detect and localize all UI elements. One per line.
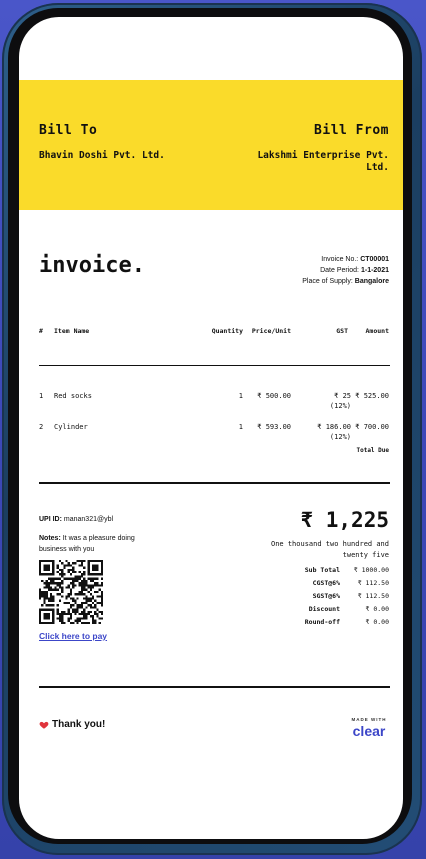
- row-gst: [317, 422, 351, 442]
- invoice-meta: [302, 254, 389, 287]
- total-amount: ₹ 1,225: [300, 508, 389, 532]
- invoice-title: invoice.: [39, 253, 145, 278]
- row-gst-amount: ₹ 186.00: [317, 423, 351, 431]
- date-period: 1-1-2021: [360, 267, 389, 274]
- subtotal-value: ₹ 1000.00: [353, 566, 389, 574]
- upi-id: [39, 516, 113, 523]
- row-item-name: Red socks: [54, 392, 92, 400]
- billing-header: [19, 80, 403, 210]
- table-footer-divider: [39, 482, 390, 484]
- row-amount: ₹ 700.00: [355, 423, 389, 431]
- bill-from-name: Lakshmi Enterprise Pvt. Ltd.: [257, 150, 389, 173]
- bill-to-title: Bill To: [39, 123, 98, 138]
- bill-from-title: Bill From: [314, 123, 389, 138]
- row-gst: [330, 391, 351, 411]
- notes-value: It was a pleasure doing business with you: [39, 535, 135, 553]
- col-header-amount: Amount: [365, 327, 389, 335]
- upi-value: manan321@ybl: [63, 516, 114, 523]
- row-number: 2: [39, 423, 44, 431]
- cgst-label: CGST@6%: [312, 579, 340, 587]
- footer-divider: [39, 686, 390, 688]
- row-price: ₹ 593.00: [257, 423, 291, 431]
- amount-in-words: One thousand two hundred and twenty five: [270, 540, 389, 559]
- row-gst-percent: (12%): [329, 402, 351, 410]
- subtotal-label: Sub Total: [304, 566, 340, 574]
- upi-label: UPI ID:: [39, 516, 62, 523]
- col-header-price: Price/Unit: [251, 327, 291, 335]
- invoice-number: CT00001: [360, 256, 389, 263]
- col-header-number: #: [39, 327, 43, 335]
- sgst-label: SGST@6%: [312, 592, 340, 600]
- payment-qr-code[interactable]: [39, 560, 103, 624]
- click-to-pay-link[interactable]: Click here to pay: [39, 631, 108, 641]
- place-of-supply: Bangalore: [354, 278, 389, 285]
- invoice-screen: [19, 17, 403, 839]
- row-gst-percent: (12%): [329, 433, 351, 441]
- clear-logo[interactable]: clear: [352, 723, 386, 739]
- notes: [39, 533, 149, 555]
- col-header-item: Item Name: [54, 327, 90, 335]
- table-header-divider: [39, 365, 390, 366]
- place-of-supply-label: Place of Supply:: [302, 278, 353, 285]
- notes-label: Notes:: [39, 535, 61, 542]
- col-header-quantity: Quantity: [211, 327, 243, 335]
- row-item-name: Cylinder: [54, 423, 88, 431]
- row-amount: ₹ 525.00: [355, 392, 389, 400]
- row-gst-amount: ₹ 25: [334, 392, 351, 400]
- total-due-label: Total Due: [356, 447, 389, 454]
- row-price: ₹ 500.00: [257, 392, 291, 400]
- row-quantity: 1: [238, 392, 243, 400]
- row-quantity: 1: [238, 423, 243, 431]
- discount-label: Discount: [308, 605, 340, 613]
- invoice-number-label: Invoice No.:: [321, 256, 359, 263]
- bill-to-name: Bhavin Doshi Pvt. Ltd.: [39, 150, 165, 161]
- roundoff-label: Round-off: [304, 618, 340, 626]
- roundoff-value: ₹ 0.00: [365, 618, 389, 626]
- date-period-label: Date Period:: [320, 267, 360, 274]
- col-header-gst: GST: [336, 327, 348, 335]
- thank-you-text: Thank you!: [52, 719, 106, 730]
- row-number: 1: [39, 392, 44, 400]
- sgst-value: ₹ 112.50: [357, 592, 389, 600]
- made-with-label: MADE WITH: [351, 717, 387, 722]
- cgst-value: ₹ 112.50: [357, 579, 389, 587]
- thank-you: [39, 719, 105, 730]
- discount-value: ₹ 0.00: [365, 605, 389, 613]
- heart-icon: [39, 720, 49, 730]
